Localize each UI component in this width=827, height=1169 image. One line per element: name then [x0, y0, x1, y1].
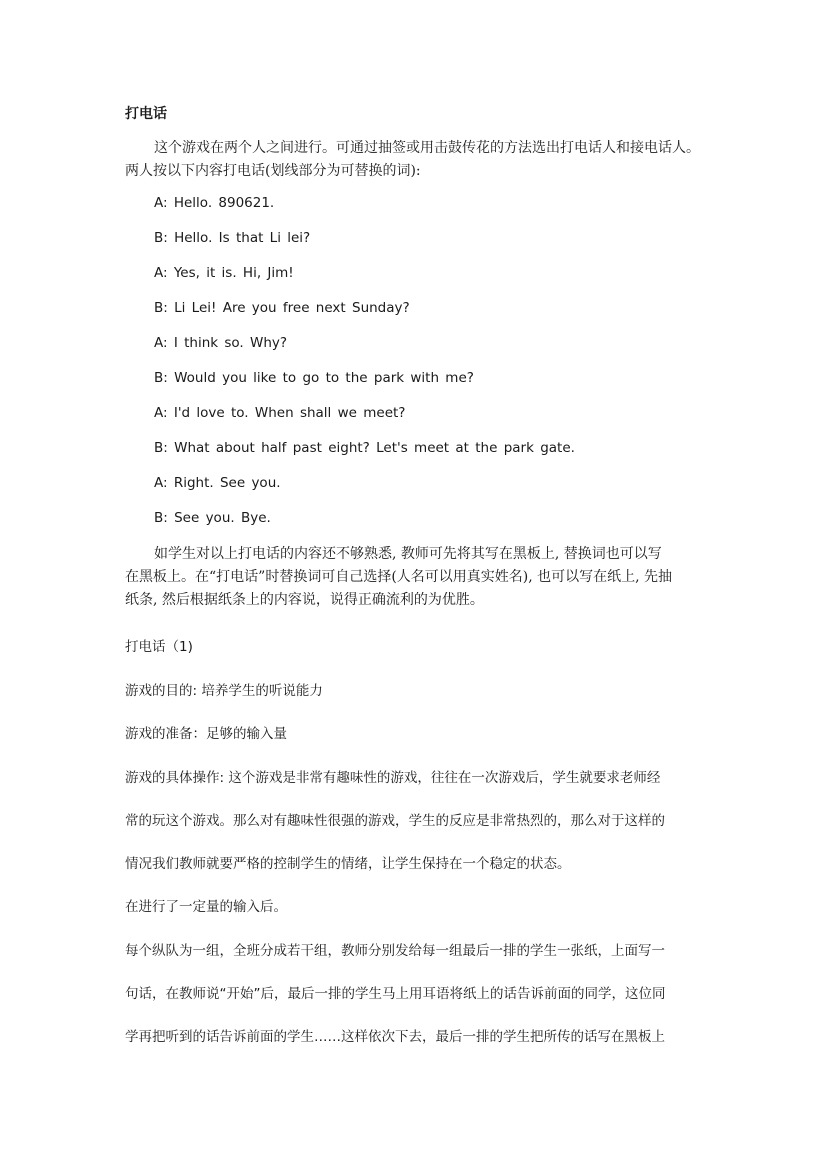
operation-line: 每个纵队为一组，全班分成若干组，教师分别发给每一组最后一排的学生一张纸，上面写一 [125, 943, 665, 959]
operation-line: 句话，在教师说“开始”后，最后一排的学生马上用耳语将纸上的话告诉前面的同学，这位同 [125, 986, 666, 1002]
section-2-title: 打电话（1) [125, 639, 193, 655]
operation-line: 游戏的具体操作: 这个游戏是非常有趣味性的游戏，往往在一次游戏后，学生就要求老师经 [125, 770, 661, 786]
operation-line: 在进行了一定量的输入后。 [125, 899, 287, 915]
dialogue-line: A: Right. See you. [154, 475, 281, 491]
dialogue-line: A: I think so. Why? [154, 335, 288, 351]
note-paragraph-line-3: 纸条, 然后根据纸条上的内容说，说得正确流利的为优胜。 [125, 592, 484, 608]
intro-paragraph-line-1: 这个游戏在两个人之间进行。可通过抽签或用击鼓传花的方法选出打电话人和接电话人。 [154, 140, 700, 156]
dialogue-line: B: Li Lei! Are you free next Sunday? [154, 300, 410, 316]
dialogue-line: B: What about half past eight? Let's meet at the park gate. [154, 440, 575, 456]
section-title: 打电话 [125, 106, 167, 122]
dialogue-line: B: Hello. Is that Li lei? [154, 230, 311, 246]
note-paragraph-line-2: 在黑板上。在“打电话”时替换词可自己选择(人名可以用真实姓名), 也可以写在纸上, 先抽 [125, 569, 673, 585]
operation-line: 学再把听到的话告诉前面的学生……这样依次下去，最后一排的学生把所传的话写在黑板上 [125, 1029, 665, 1045]
note-paragraph-line-1: 如学生对以上打电话的内容还不够熟悉, 教师可先将其写在黑板上, 替换词也可以写 [154, 546, 662, 562]
dialogue-line: A: I'd love to. When shall we meet? [154, 405, 406, 421]
dialogue-line: B: See you. Bye. [154, 510, 271, 526]
operation-line: 情况我们教师就要严格的控制学生的情绪，让学生保持在一个稳定的状态。 [125, 856, 571, 872]
intro-paragraph-line-2: 两人按以下内容打电话(划线部分为可替换的词): [125, 163, 421, 179]
game-purpose: 游戏的目的: 培养学生的听说能力 [125, 683, 323, 699]
game-preparation: 游戏的准备：足够的输入量 [125, 726, 287, 742]
dialogue-line: A: Yes, it is. Hi, Jim! [154, 265, 294, 281]
dialogue-line: A: Hello. 890621. [154, 195, 275, 211]
operation-line: 常的玩这个游戏。那么对有趣味性很强的游戏，学生的反应是非常热烈的，那么对于这样的 [125, 813, 665, 829]
dialogue-line: B: Would you like to go to the park with me? [154, 370, 474, 386]
